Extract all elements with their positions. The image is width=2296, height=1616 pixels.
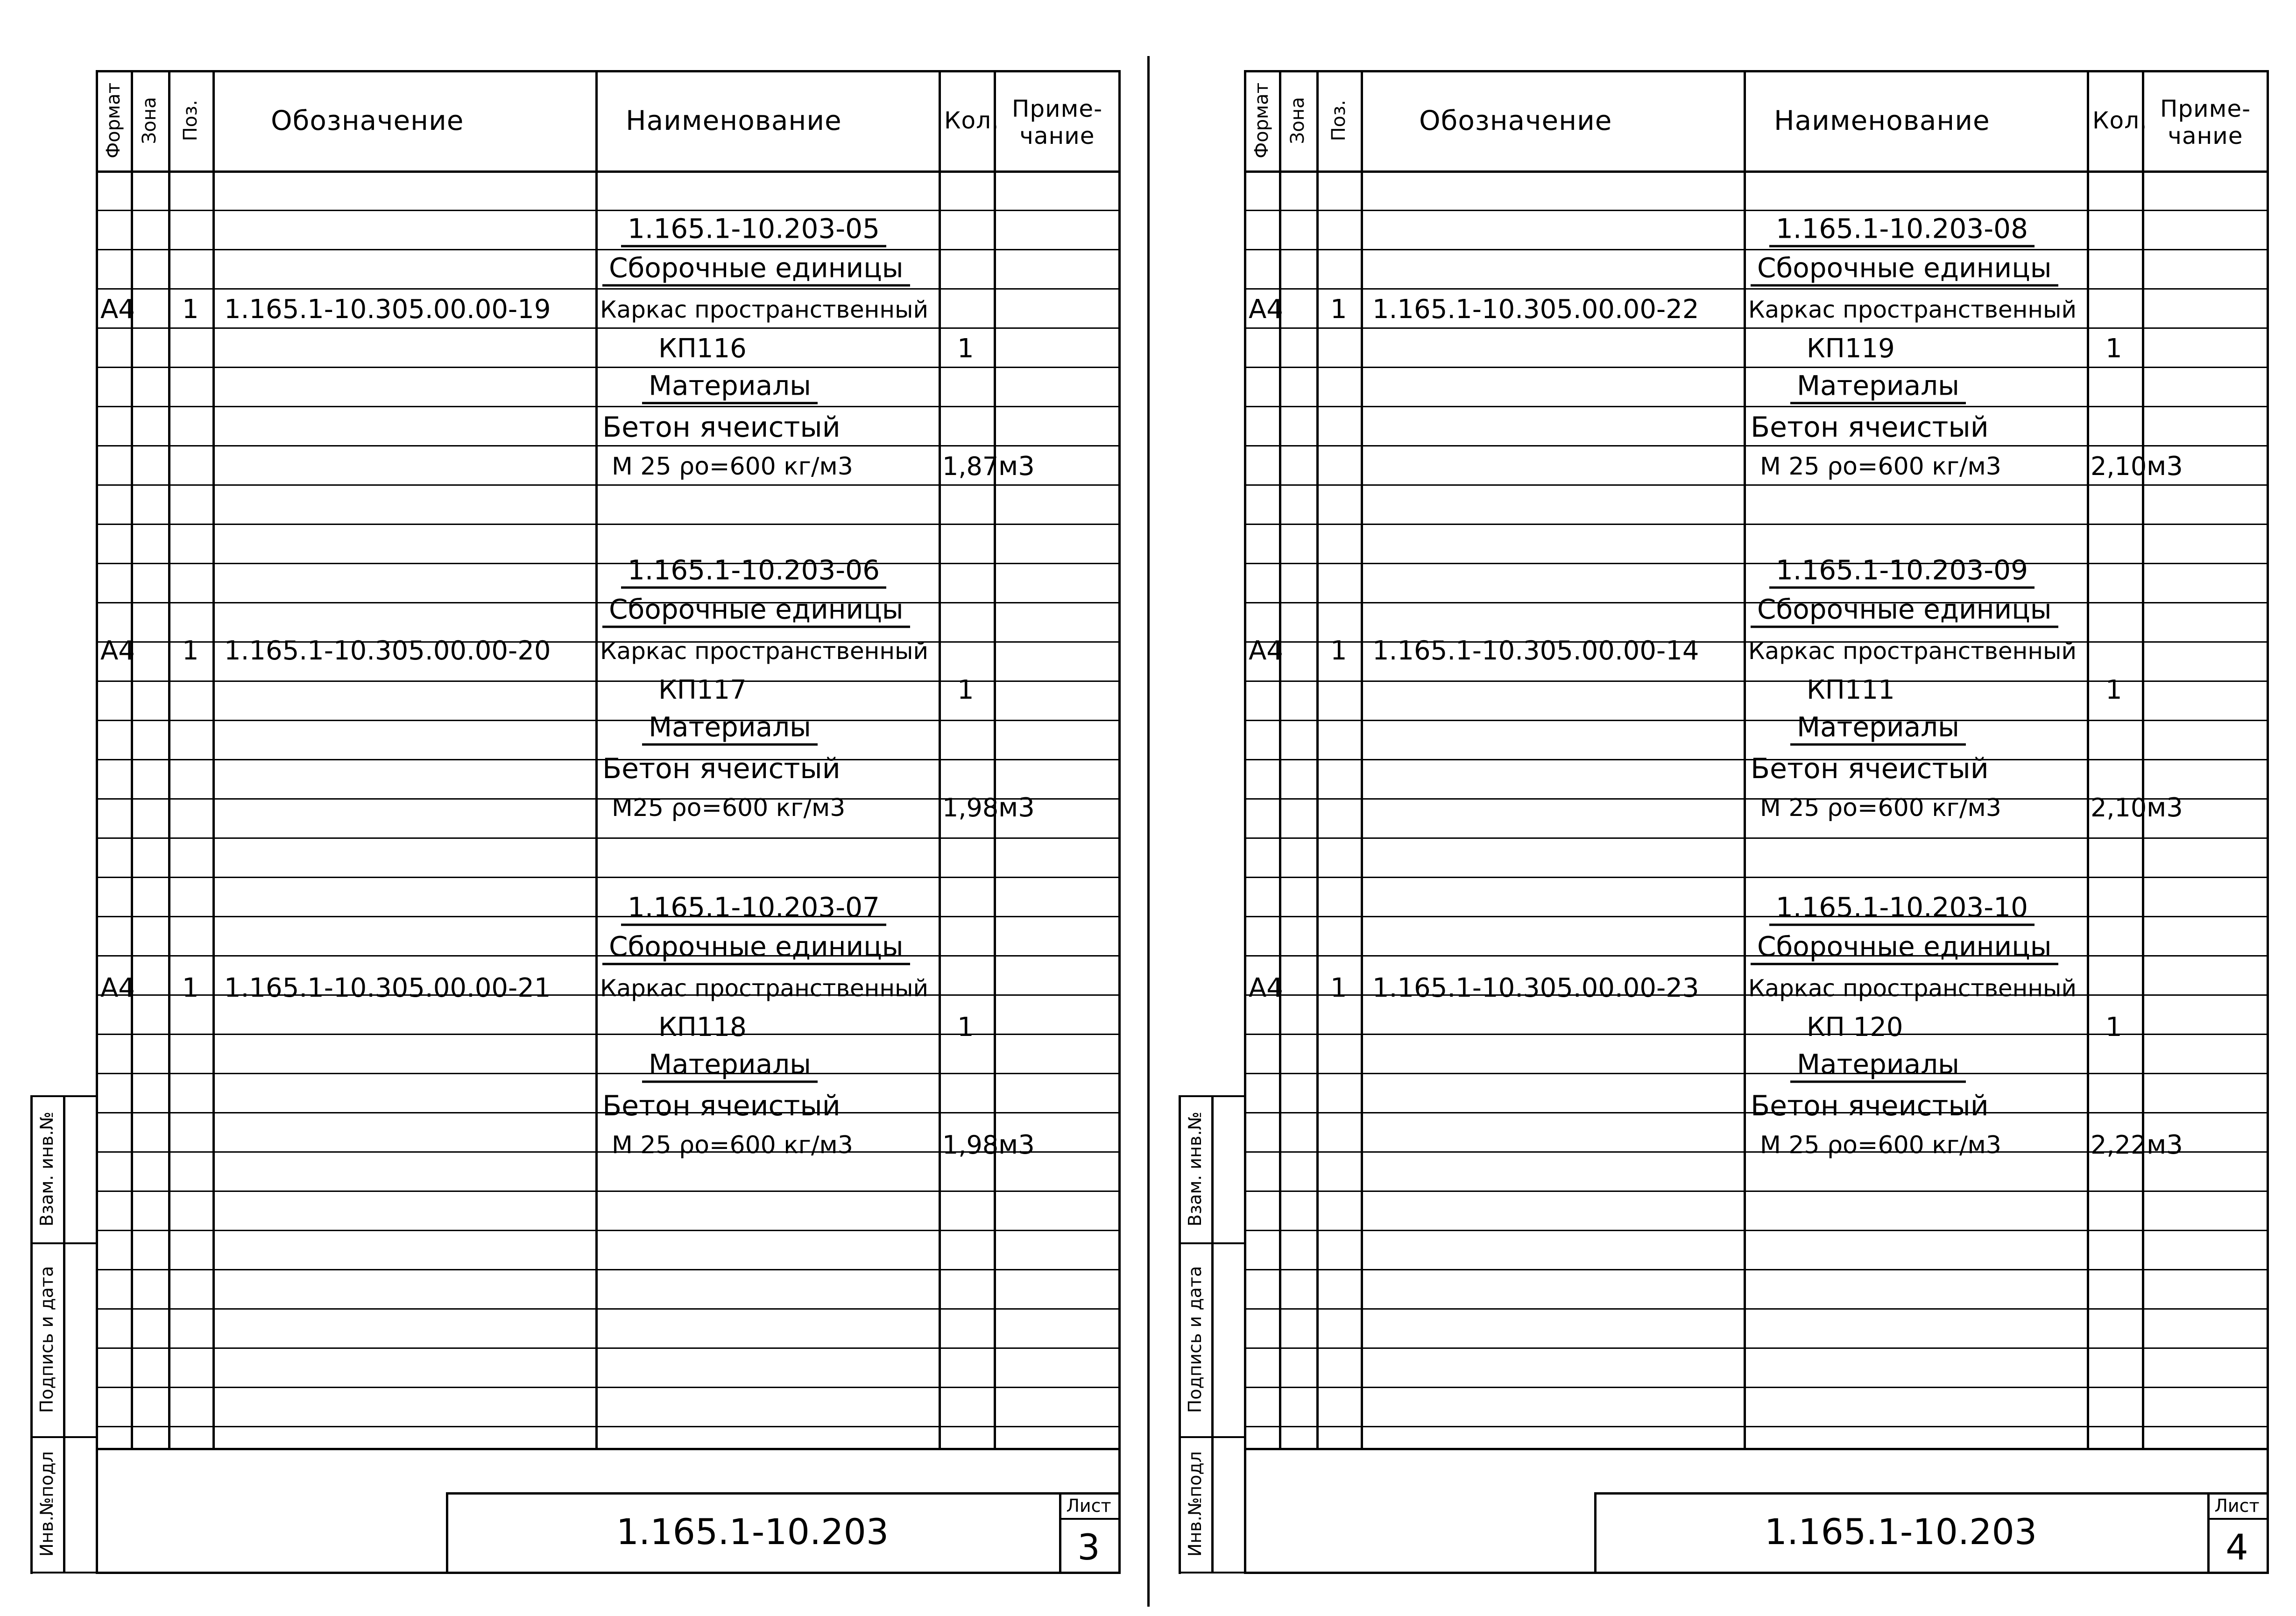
frame-bottom [96,1572,1121,1574]
material-name-cell: Бетон ячеистый [602,411,841,444]
row-line [96,1426,1118,1427]
document-code: 1.165.1-10.203 [1764,1511,2037,1552]
position-cell: 1 [182,294,199,325]
group-document-ref: 1.165.1-10.203-09 [1769,556,2035,588]
inv-podl-label: Инв.№подл [36,1451,57,1557]
row-line [96,406,1118,407]
material-qty-cell: 1,98 [942,1130,999,1160]
item-code-cell: КП119 [1807,333,1895,364]
row-line [1244,1347,2267,1349]
side-stamp-split [1179,1572,1244,1573]
format-cell: А4 [1249,973,1283,1004]
item-name-cell: Каркас пространственный [600,975,929,1002]
material-unit-cell: м3 [998,792,1035,823]
row-line [1244,249,2267,250]
material-name-cell: Бетон ячеистый [602,752,841,785]
designation-cell: 1.165.1-10.305.00.00-23 [1372,973,1699,1004]
list-label: Лист [2214,1496,2260,1516]
material-spec-cell: М 25 ρо=600 кг/м3 [1760,453,2001,481]
col-qty-header: Кол. [944,106,999,134]
col-note-header: Приме- чание [2160,95,2251,149]
material-spec-cell: М 25 ρо=600 кг/м3 [612,453,853,481]
row-line [96,916,1118,917]
group-document-ref: 1.165.1-10.203-06 [621,556,886,588]
row-line [1244,1308,2267,1310]
item-code-cell: КП111 [1807,674,1895,705]
row-line [1244,1073,2267,1074]
col-qty-header: Кол. [2092,106,2148,134]
material-spec-cell: М 25 ρо=600 кг/м3 [1760,1131,2001,1160]
section-heading: Сборочные единицы [602,595,910,628]
list-number: 3 [1077,1526,1100,1568]
row-line [1244,1230,2267,1231]
material-name-cell: Бетон ячеистый [1751,1090,1989,1123]
side-stamp-mid [63,1095,65,1572]
row-line [96,720,1118,721]
designation-cell: 1.165.1-10.305.00.00-21 [224,973,551,1004]
material-spec-cell: М 25 ρо=600 кг/м3 [1760,794,2001,822]
row-line [1244,1191,2267,1192]
designation-cell: 1.165.1-10.305.00.00-19 [224,294,551,325]
frame-left [1244,70,1246,1572]
position-cell: 1 [1330,635,1347,666]
col-zone-header: Зона [1287,97,1308,144]
side-stamp-split [1179,1436,1244,1438]
stamp-left-line [1594,1492,1597,1572]
frame-top [1244,70,2267,72]
podpis-data-label: Подпись и дата [1185,1266,1205,1413]
row-line [1244,445,2267,447]
row-line [1244,484,2267,486]
item-qty-cell: 1 [957,674,974,705]
grid-bottom-line [96,1448,1118,1450]
frame-right [1118,70,1121,1574]
side-stamp-mid [1211,1095,1214,1572]
position-cell: 1 [182,973,199,1004]
section-heading: Сборочные единицы [1751,933,2058,965]
section-heading: Сборочные единицы [602,255,910,287]
format-cell: А4 [1249,635,1283,666]
position-cell: 1 [1330,294,1347,325]
material-unit-cell: м3 [998,451,1035,482]
material-unit-cell: м3 [2147,451,2183,482]
list-box-line [2207,1492,2210,1572]
row-line [96,1073,1118,1074]
material-qty-cell: 2,10 [2091,793,2147,822]
materials-heading: Материалы [1790,1051,1966,1083]
col-name-header: Наименование [1774,104,1990,136]
col-designation-header: Обозначение [1419,104,1612,136]
material-spec-cell: М 25 ρо=600 кг/м3 [612,1131,853,1160]
item-qty-cell: 1 [957,1012,974,1043]
row-line [96,524,1118,525]
side-stamp-split [30,1242,96,1244]
vzam-inv-label: Взам. инв.№ [1185,1111,1205,1226]
frame-top [96,70,1118,72]
item-code-cell: КП116 [658,333,747,364]
row-line [1244,524,2267,525]
row-line [96,445,1118,447]
row-line [1244,837,2267,839]
row-line [96,327,1118,329]
group-document-ref: 1.165.1-10.203-05 [621,215,886,248]
format-cell: А4 [100,294,135,325]
spec-sheet-4 [1148,0,2296,1616]
row-line [1244,327,2267,329]
materials-heading: Материалы [1790,713,1966,745]
col-format-header: Формат [1250,82,1272,158]
item-code-cell: КП117 [658,674,747,705]
materials-heading: Материалы [642,372,818,404]
side-stamp-split [1179,1242,1244,1244]
row-line [1244,288,2267,290]
side-stamp-split [30,1436,96,1438]
list-label: Лист [1066,1496,1111,1516]
format-cell: А4 [100,973,135,1004]
position-cell: 1 [1330,973,1347,1004]
material-unit-cell: м3 [2147,1130,2183,1161]
row-line [96,1387,1118,1388]
row-line [1244,877,2267,878]
material-name-cell: Бетон ячеистый [1751,752,1989,785]
item-name-cell: Каркас пространственный [1748,637,2077,665]
list-box-split [1059,1518,1118,1520]
col-zone-header: Зона [139,97,160,144]
group-document-ref: 1.165.1-10.203-07 [621,894,886,926]
row-line [96,367,1118,368]
section-heading: Сборочные единицы [602,933,910,965]
row-line [96,1230,1118,1231]
row-line [96,877,1118,878]
podpis-data-label: Подпись и дата [36,1266,57,1413]
col-name-header: Наименование [626,104,842,136]
frame-bottom [1244,1572,2269,1574]
row-line [96,563,1118,564]
item-qty-cell: 1 [2105,333,2122,364]
group-document-ref: 1.165.1-10.203-08 [1769,215,2035,248]
row-line [1244,367,2267,368]
row-line [96,210,1118,211]
group-document-ref: 1.165.1-10.203-10 [1769,894,2035,926]
format-cell: А4 [100,635,135,666]
row-line [96,1191,1118,1192]
material-spec-cell: М25 ρо=600 кг/м3 [612,794,846,822]
designation-cell: 1.165.1-10.305.00.00-22 [1372,294,1699,325]
materials-heading: Материалы [1790,372,1966,404]
material-qty-cell: 2,10 [2091,452,2147,481]
row-line [96,249,1118,250]
item-qty-cell: 1 [957,333,974,364]
col-pos-header: Поз. [179,99,201,141]
item-code-cell: КП 120 [1807,1012,1903,1043]
designation-cell: 1.165.1-10.305.00.00-20 [224,635,551,666]
section-heading: Сборочные единицы [1751,255,2058,287]
item-qty-cell: 1 [2105,674,2122,705]
side-stamp-split [30,1095,96,1097]
materials-heading: Материалы [642,713,818,745]
materials-heading: Материалы [642,1051,818,1083]
row-line [1244,406,2267,407]
row-line [1244,563,2267,564]
material-name-cell: Бетон ячеистый [602,1090,841,1123]
frame-left [96,70,98,1572]
item-name-cell: Каркас пространственный [1748,296,2077,323]
stamp-top-line [446,1492,1118,1495]
material-qty-cell: 1,98 [942,793,999,822]
designation-cell: 1.165.1-10.305.00.00-14 [1372,635,1699,666]
side-stamp-split [30,1572,96,1573]
document-code: 1.165.1-10.203 [616,1511,889,1552]
row-line [1244,720,2267,721]
inv-podl-label: Инв.№подл [1185,1451,1205,1557]
row-line [96,1269,1118,1270]
vzam-inv-label: Взам. инв.№ [36,1111,57,1226]
row-line [1244,1426,2267,1427]
row-line [1244,1269,2267,1270]
col-pos-header: Поз. [1328,99,1349,141]
position-cell: 1 [182,635,199,666]
material-unit-cell: м3 [998,1130,1035,1161]
row-line [1244,210,2267,211]
row-line [96,288,1118,290]
col-note-header: Приме- чание [1011,95,1103,149]
stamp-top-line [1594,1492,2267,1495]
material-qty-cell: 1,87 [942,452,999,481]
material-qty-cell: 2,22 [2091,1130,2147,1160]
list-box-line [1059,1492,1061,1572]
row-line [1244,1387,2267,1388]
frame-right [2267,70,2269,1574]
item-code-cell: КП118 [658,1012,747,1043]
row-line [96,837,1118,839]
item-name-cell: Каркас пространственный [1748,975,2077,1002]
format-cell: А4 [1249,294,1283,325]
side-stamp-left [1179,1095,1181,1574]
header-bottom-line [1244,170,2267,173]
item-name-cell: Каркас пространственный [600,637,929,665]
stamp-left-line [446,1492,448,1572]
col-designation-header: Обозначение [271,104,464,136]
side-stamp-left [30,1095,33,1574]
row-line [96,484,1118,486]
material-unit-cell: м3 [2147,792,2183,823]
item-name-cell: Каркас пространственный [600,296,929,323]
grid-bottom-line [1244,1448,2267,1450]
material-name-cell: Бетон ячеистый [1751,411,1989,444]
col-format-header: Формат [102,82,124,158]
side-stamp-split [1179,1095,1244,1097]
header-bottom-line [96,170,1118,173]
item-qty-cell: 1 [2105,1012,2122,1043]
row-line [96,1347,1118,1349]
row-line [96,1308,1118,1310]
section-heading: Сборочные единицы [1751,595,2058,628]
list-number: 4 [2225,1526,2248,1568]
list-box-split [2207,1518,2267,1520]
row-line [1244,916,2267,917]
